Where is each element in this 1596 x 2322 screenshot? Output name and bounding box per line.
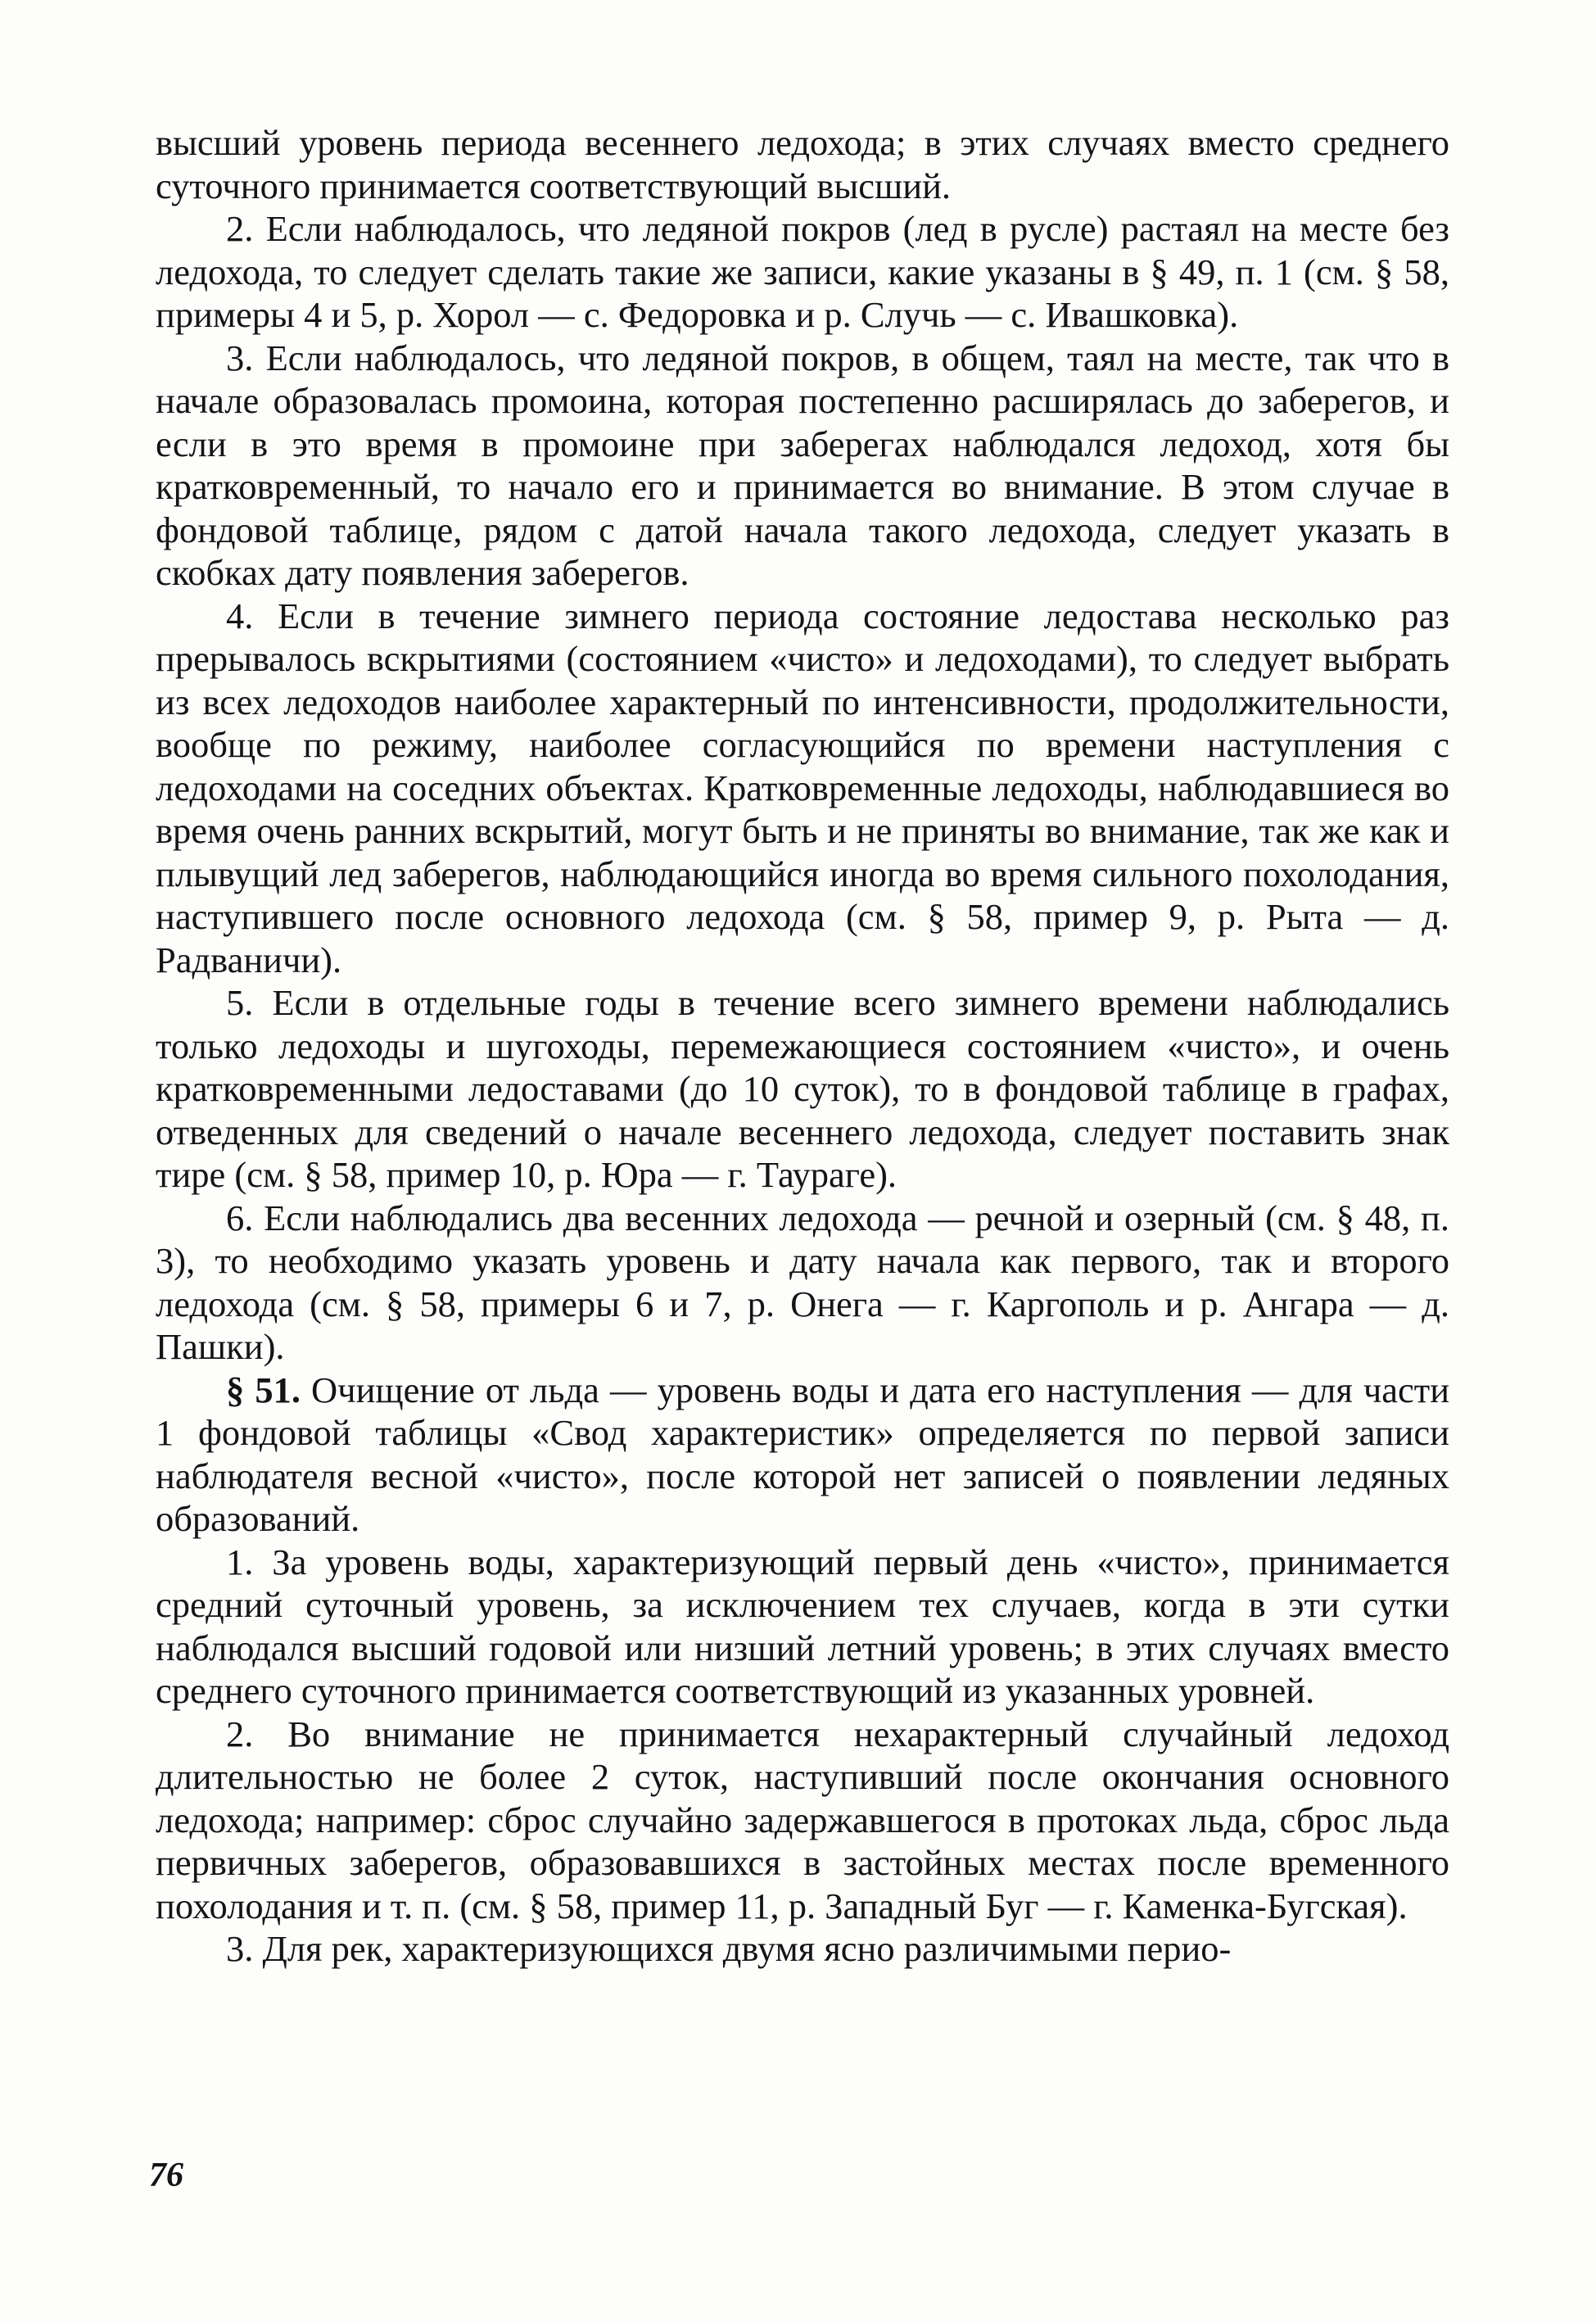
paragraph-section-51 <box>156 1369 1449 1541</box>
paragraph-item-6: 6. Если наблюдались два весенних ледохода — речной и озерный (см. § 48, п. 3), то необходимо указать уровень и дату начала как первого, так и второго ледохода (см. § 58, примеры 6 и 7, р. Онега — г. Каргополь и р. Ангара — д. Пашки). <box>156 1197 1449 1367</box>
paragraph-continuation: высший уровень периода весеннего ледохода; в этих случаях вместо среднего суточного принимается соответствующий высший. <box>156 122 1449 206</box>
paragraph-item-3: 3. Если наблюдалось, что ледяной покров, в общем, таял на месте, так что в начале образовалась промоина, которая постепенно расширялась до заберегов, и если в это время в промоине при заберегах наблюдался ледоход, хотя бы кратковременный, то начало его и принимается во внимание. В этом случае в фондовой таблице, рядом с датой начала такого ледохода, следует указать в скобках дату появления заберегов. <box>156 337 1449 593</box>
paragraph-item-5: 5. Если в отдельные годы в течение всего зимнего времени наблюдались только ледоходы и шугоходы, перемежающиеся состоянием «чисто», и очень кратковременными ледоставами (до 10 суток), то в фондовой таблице в графах, отведенных для сведений о начале весеннего ледохода, следует поставить знак тире (см. § 58, пример 10, р. Юра — г. Таураге). <box>156 982 1449 1195</box>
body-text <box>156 121 1449 1971</box>
paragraph-item-4: 4. Если в течение зимнего периода состояние ледостава несколько раз прерывалось вскрытиями (состоянием «чисто» и ледоходами), то следует выбрать из всех ледоходов наиболее характерный по интенсивности, продолжительности, вообще по режиму, наиболее согласующийся по времени наступления с ледоходами на соседних объектах. Кратковременные ледоходы, наблюдавшиеся во время очень ранних вскрытий, могут быть и не приняты во внимание, так же как и плывущий лед заберегов, наблюдающийся иногда во время сильного похолодания, наступившего после основного ледохода (см. § 58, пример 9, р. Рыта — д. Радваничи). <box>156 595 1449 980</box>
section-51-text: Очищение от льда — уровень воды и дата его наступления — для части 1 фондовой таблицы «Свод характеристик» определяется по первой записи наблюдателя весной «чисто», после которой нет записей о появлении ледяных образований. <box>156 1369 1450 1539</box>
paragraph-sec51-item-3: 3. Для рек, характеризующихся двумя ясно различимыми перио- <box>226 1928 1232 1969</box>
paragraph-sec51-item-1: 1. За уровень воды, характеризующий первый день «чисто», принимается средний суточный уровень, за исключением тех случаев, когда в эти сутки наблюдался высший годовой или низший летний уровень; в этих случаях вместо среднего суточного принимается соответствующий из указанных уровней. <box>156 1541 1449 1711</box>
paragraph-item-2: 2. Если наблюдалось, что ледяной покров (лед в русле) растаял на месте без ледохода, то следует сделать такие же записи, какие указаны в § 49, п. 1 (см. § 58, примеры 4 и 5, р. Хорол — с. Федоровка и р. Случь — с. Ивашковка). <box>156 208 1449 335</box>
page-number: 76 <box>149 2157 183 2194</box>
paragraph-sec51-item-2: 2. Во внимание не принимается нехарактерный случайный ледоход длительностью не более 2 суток, наступивший после окончания основного ледохода; например: сброс случайно задержавшегося в протоках льда, сброс льда первичных заберегов, образовавшихся в застойных местах после временного похолодания и т. п. (см. § 58, пример 11, р. Западный Буг — г. Каменка-Бугская). <box>156 1713 1449 1926</box>
section-mark: § 51. <box>226 1369 301 1410</box>
